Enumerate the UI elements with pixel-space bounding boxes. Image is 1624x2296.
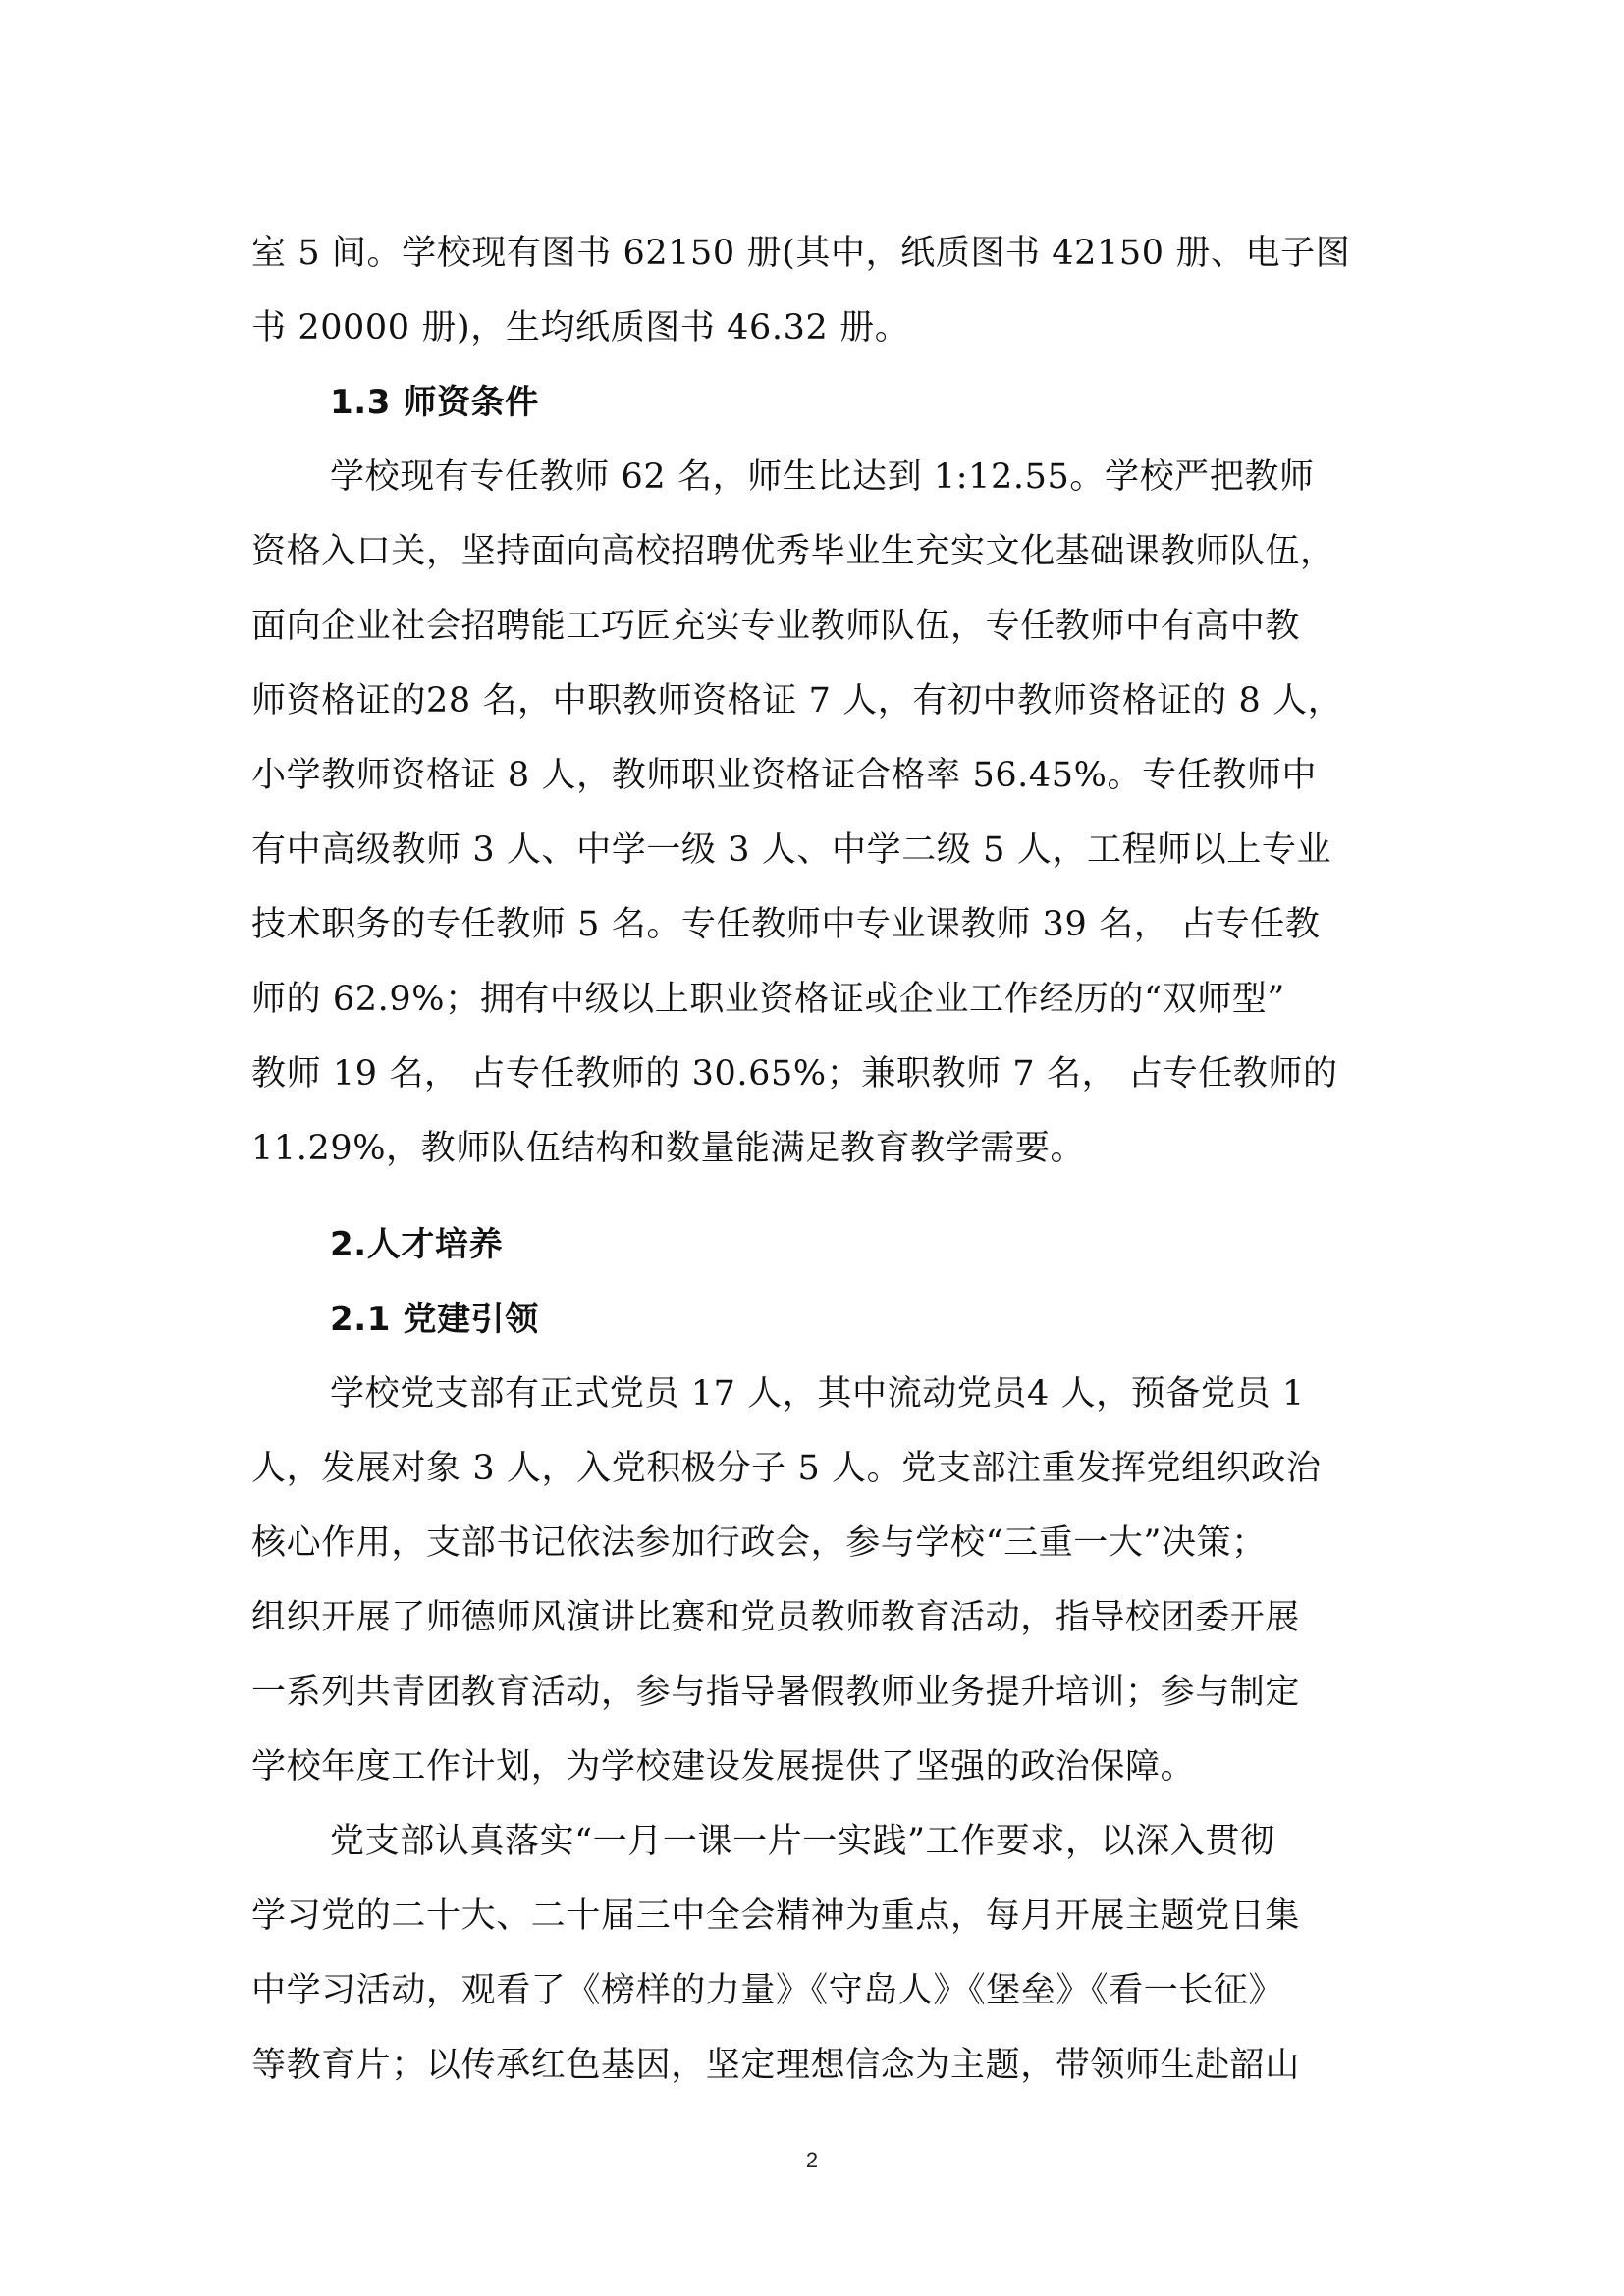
body-line: 学校党支部有正式党员 17 人，其中流动党员4 人，预备党员 1 (330, 1374, 1305, 1414)
body-line: 师资格证的28 名，中职教师资格证 7 人，有初中教师资格证的 8 人， (251, 681, 1343, 721)
page-number: 2 (805, 2148, 819, 2172)
body-line: 学校现有专任教师 62 名，师生比达到 1:12.55。学校严把教师 (330, 457, 1315, 497)
section-heading-1-3: 1.3 师资条件 (330, 383, 539, 422)
body-line: 组织开展了师德师风演讲比赛和党员教师教育活动，指导校团委开展 (251, 1598, 1301, 1637)
body-line: 核心作用，支部书记依法参加行政会，参与学校“三重一大”决策； (251, 1523, 1267, 1563)
body-line: 学校年度工作计划，为学校建设发展提供了坚强的政治保障。 (251, 1747, 1196, 1787)
body-line: 教师 19 名， 占专任教师的 30.65%；兼职教师 7 名， 占专任教师的 (251, 1054, 1338, 1094)
body-line: 技术职务的专任教师 5 名。专任教师中专业课教师 39 名， 占专任教 (251, 905, 1321, 944)
body-line: 一系列共青团教育活动，参与指导暑假教师业务提升培训；参与制定 (251, 1673, 1301, 1712)
body-line: 室 5 间。学校现有图书 62150 册(其中，纸质图书 42150 册、电子图 (251, 234, 1351, 273)
body-line: 书 20000 册)，生均纸质图书 46.32 册。 (251, 308, 910, 347)
body-line: 资格入口关，坚持面向高校招聘优秀毕业生充实文化基础课教师队伍， (251, 532, 1335, 571)
body-line: 师的 62.9%；拥有中级以上职业资格证或企业工作经历的“双师型” (251, 980, 1285, 1019)
section-heading-2: 2.人才培养 (330, 1225, 504, 1264)
body-line: 有中高级教师 3 人、中学一级 3 人、中学二级 5 人，工程师以上专业 (251, 830, 1332, 870)
body-line: 11.29%，教师队伍结构和数量能满足教育教学需要。 (251, 1129, 1086, 1168)
body-line: 人，发展对象 3 人，入党积极分子 5 人。党支部注重发挥党组织政治 (251, 1449, 1322, 1488)
body-line: 面向企业社会招聘能工巧匠充实专业教师队伍，专任教师中有高中教 (251, 607, 1301, 646)
body-line: 学习党的二十大、二十届三中全会精神为重点，每月开展主题党日集 (251, 1896, 1301, 1936)
body-line: 党支部认真落实“一月一课一片一实践”工作要求，以深入贯彻 (330, 1822, 1275, 1861)
body-line: 小学教师资格证 8 人，教师职业资格证合格率 56.45%。专任教师中 (251, 756, 1318, 795)
body-line: 中学习活动，观看了《榜样的力量》《守岛人》《堡垒》《看一长征》 (251, 1971, 1284, 2010)
body-line: 等教育片；以传承红色基因，坚定理想信念为主题，带领师生赴韶山 (251, 2046, 1301, 2085)
page-body (251, 218, 1410, 2105)
section-heading-2-1: 2.1 党建引领 (330, 1300, 539, 1339)
